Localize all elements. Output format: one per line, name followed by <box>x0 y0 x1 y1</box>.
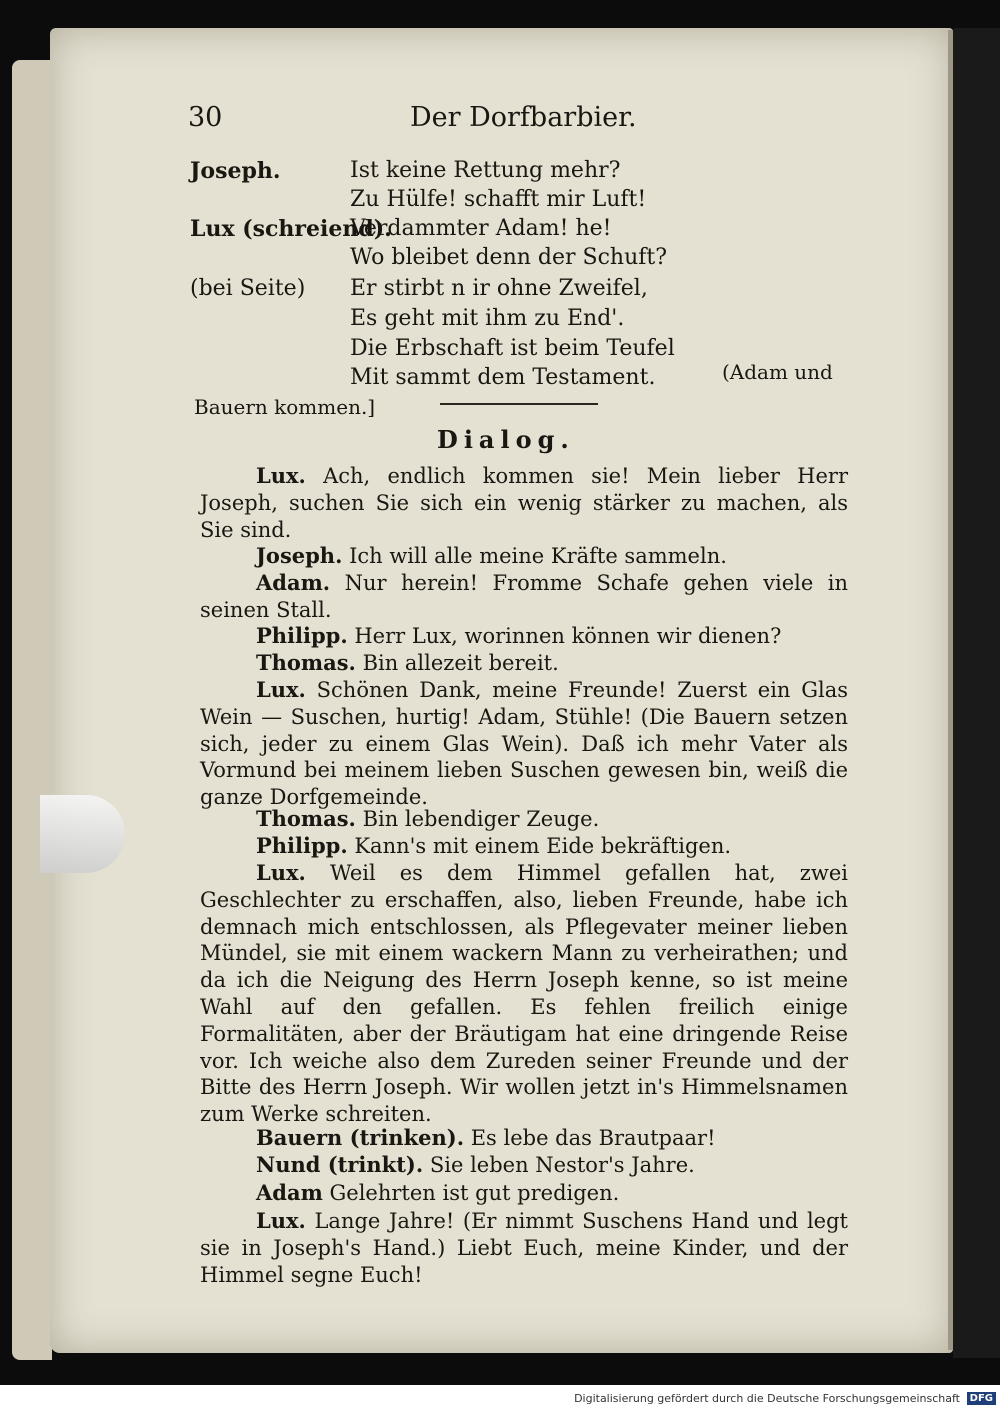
dialogue-text: Weil es dem Himmel gefallen hat, zwei Geschlechter zu erschaffen, also, lieben Freunde, habe ich demnach mich entschlossen, als Pflegevater meiner lieben Mündel, sie mit einem wackern Mann zu verheirathen; und da ich die Neigung des Herrn Joseph kenne, so ist meine Wahl auf den gefallen. Es fehlen freilich einige Formalitäten, aber der Bräutigam hat eine dringende Reise vor. Ich weiche also dem Zureden seiner Freunde und der Bitte des Herrn Joseph. Wir wollen jetzt in's Himmelsnamen zum Werke schreiten. <box>200 861 848 1127</box>
verse-line: Mit sammt dem Testament. <box>350 365 656 390</box>
dialogue-speaker: Adam. <box>256 570 331 595</box>
running-title: Der Dorfbarbier. <box>410 102 637 133</box>
dialogue-text: Ach, endlich kommen sie! Mein lieber Herr Joseph, suchen Sie sich ein wenig stärker zu machen, als Sie sind. <box>200 464 848 542</box>
verse-line: Die Erbschaft ist beim Teufel <box>350 336 675 361</box>
verse-speaker: Joseph. <box>190 158 281 184</box>
dialogue-text: Gelehrten ist gut predigen. <box>329 1181 620 1205</box>
dialogue-entry <box>200 1125 848 1152</box>
dialogue-speaker: Lux. <box>256 860 306 885</box>
dialogue-entry <box>200 833 848 860</box>
dialogue-speaker: Lux. <box>256 463 306 488</box>
dialogue-text: Schönen Dank, meine Freunde! Zuerst ein Glas Wein — Suschen, hurtig! Adam, Stühle! (Die Bauern setzen sich, jeder zu einem Glas Wein). Daß ich mehr Vater als Vormund bei meinem lieben Suschen gewesen bin, weiß die ganze Dorfgemeinde. <box>200 678 848 810</box>
dialogue-entry <box>200 1180 848 1207</box>
dialogue-text: Bin allezeit bereit. <box>362 651 559 675</box>
divider-rule <box>440 403 598 405</box>
page-number: 30 <box>188 102 223 133</box>
dialogue-text: Lange Jahre! (Er nimmt Suschens Hand und legt sie in Joseph's Hand.) Liebt Euch, meine Kinder, und der Himmel segne Euch! <box>200 1209 848 1287</box>
verse-line: Er stirbt n ir ohne Zweifel, <box>350 276 648 301</box>
dialogue-entry <box>200 1152 848 1179</box>
verse-line: Zu Hülfe! schafft mir Luft! <box>350 187 647 212</box>
verse-line: Es geht mit ihm zu End'. <box>350 306 625 331</box>
footer-bar <box>0 1385 1000 1413</box>
dialogue-text: Sie leben Nestor's Jahre. <box>429 1153 695 1177</box>
funding-credit: Digitalisierung gefördert durch die Deutsche Forschungsgemeinschaft <box>574 1392 960 1405</box>
scan-border <box>953 28 1000 1358</box>
dialogue-text: Ich will alle meine Kräfte sammeln. <box>349 544 727 568</box>
dialogue-speaker: Lux. <box>256 677 306 702</box>
section-heading: Dialog. <box>437 425 575 454</box>
dialogue-entry <box>200 860 848 1128</box>
dialogue-speaker: Philipp. <box>256 833 348 858</box>
page-clip <box>40 795 125 873</box>
dialogue-entry <box>200 650 848 677</box>
dialogue-text: Herr Lux, worinnen können wir dienen? <box>354 624 782 648</box>
dialogue-entry <box>200 570 848 624</box>
dfg-logo: DFG <box>967 1392 996 1405</box>
dialogue-text: Kann's mit einem Eide bekräftigen. <box>354 834 732 858</box>
dialogue-entry <box>200 1208 848 1288</box>
dialogue-entry <box>200 543 848 570</box>
dialogue-text: Es lebe das Brautpaar! <box>470 1126 716 1150</box>
dialogue-speaker: Philipp. <box>256 623 348 648</box>
dialogue-speaker: Thomas. <box>256 650 356 675</box>
verse-aside: (bei Seite) <box>190 276 306 301</box>
dialogue-entry <box>200 806 848 833</box>
dialogue-speaker: Lux. <box>256 1208 306 1233</box>
verse-line: Wo bleibet denn der Schuft? <box>350 245 668 270</box>
dialogue-entry <box>200 677 848 811</box>
page-edge <box>12 60 52 1360</box>
dialogue-speaker: Nund (trinkt). <box>256 1152 424 1177</box>
dialogue-text: Nur herein! Fromme Schafe gehen viele in seinen Stall. <box>200 571 848 622</box>
stage-direction: Bauern kommen.] <box>194 395 376 419</box>
dialogue-entry <box>200 463 848 543</box>
dialogue-speaker: Adam <box>256 1180 323 1205</box>
dialogue-text: Bin lebendiger Zeuge. <box>362 807 600 831</box>
dialogue-speaker: Joseph. <box>256 543 343 568</box>
verse-line: Ist keine Rettung mehr? <box>350 158 621 183</box>
verse-speaker: Lux (schreiend). <box>190 216 392 242</box>
dialogue-entry <box>200 623 848 650</box>
stage-direction: (Adam und <box>722 360 833 384</box>
verse-line: Verdammter Adam! he! <box>350 216 612 241</box>
dialogue-speaker: Thomas. <box>256 806 356 831</box>
dialogue-speaker: Bauern (trinken). <box>256 1125 465 1150</box>
